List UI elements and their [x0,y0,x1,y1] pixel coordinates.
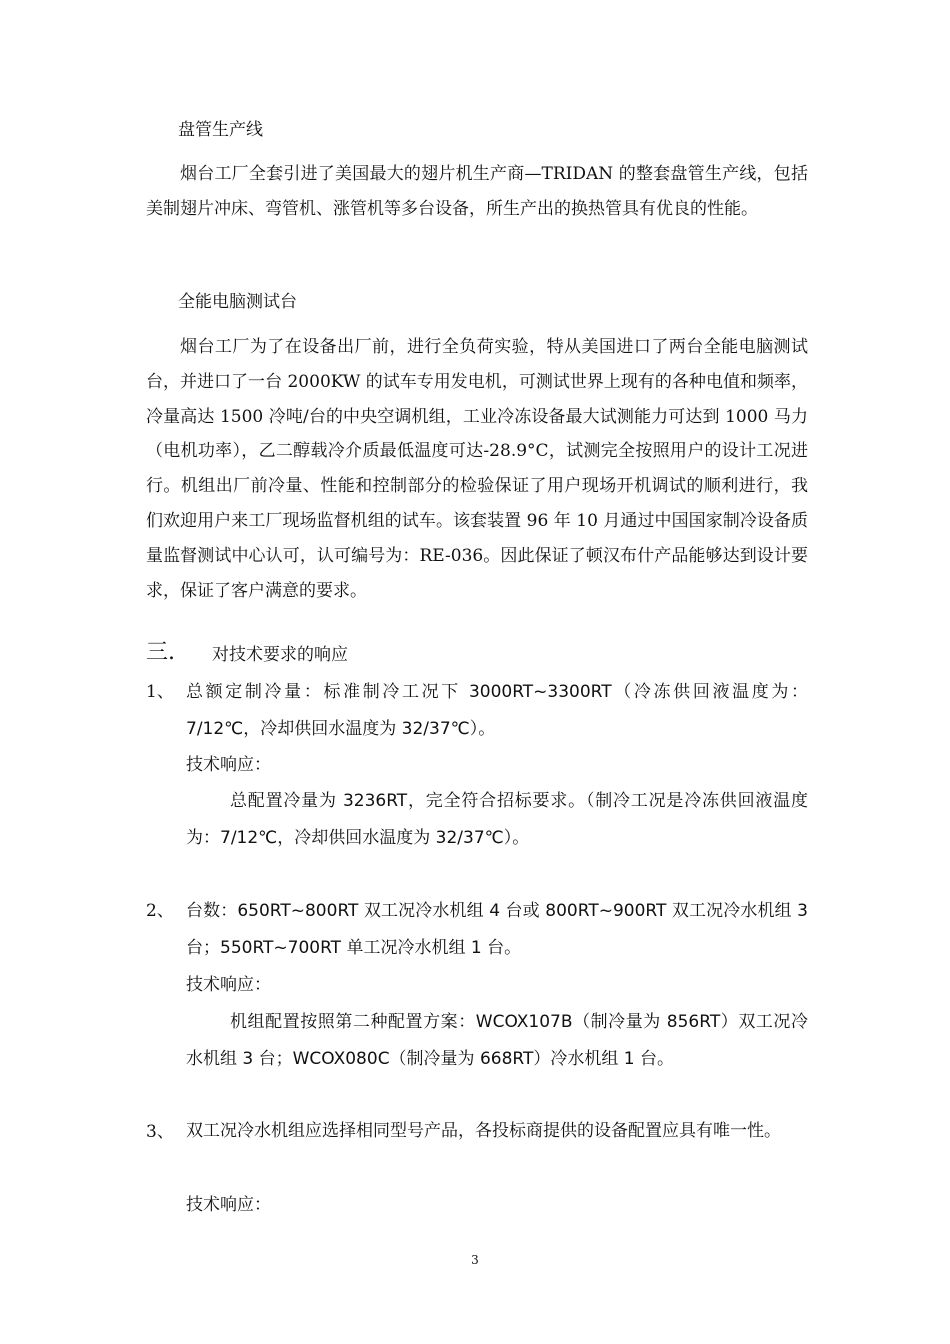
item-number: 3、 [146,1122,174,1142]
response-text: 总配置冷量为 3236RT，完全符合招标要求。（制冷工况是冷冻供回液温度为：7/12℃，冷却供回水温度为 32/37℃）。 [186,791,808,848]
item-requirement: 台数：650RT~800RT 双工况冷水机组 4 台或 800RT~900RT 双工况冷水机组 3 台；550RT~700RT 单工况冷水机组 1 台。 [186,901,808,958]
response-label: 技术响应： [186,975,271,995]
response-label: 技术响应： [186,1195,271,1215]
page-number: 3 [471,1253,479,1267]
section-title: 对技术要求的响应 [212,645,348,665]
coil-line-heading: 盘管生产线 [178,120,263,140]
item-requirement: 双工况冷水机组应选择相同型号产品，各投标商提供的设备配置应具有唯一性。 [186,1121,781,1141]
item-number: 2、 [146,901,174,921]
response-label: 技术响应： [186,755,271,775]
response-text: 机组配置按照第二种配置方案：WCOX107B（制冷量为 856RT）双工况冷水机组 3 台；WCOX080C（制冷量为 668RT）冷水机组 1 台。 [186,1012,808,1069]
item-number: 1、 [146,682,174,702]
test-bench-heading: 全能电脑测试台 [178,292,297,312]
coil-line-body: 烟台工厂全套引进了美国最大的翅片机生产商—TRIDAN 的整套盘管生产线，包括美制翅片冲床、弯管机、涨管机等多台设备，所生产出的换热管具有优良的性能。 [146,164,808,219]
section-number: 三. [146,640,175,665]
item-requirement: 总额定制冷量：标准制冷工况下 3000RT~3300RT（冷冻供回液温度为：7/12℃，冷却供回水温度为 32/37℃）。 [186,682,808,739]
test-bench-body: 烟台工厂为了在设备出厂前，进行全负荷实验，特从美国进口了两台全能电脑测试台，并进口了一台 2000KW 的试车专用发电机，可测试世界上现有的各种电值和频率，冷量高达 1500 冷吨/台的中央空调机组，工业冷冻设备最大试测能力可达到 1000 马力（电机功率），乙二醇载冷介质最低温度可达-28.9°C，试测完全按照用户的设计工况进行。机组出厂前冷量、性能和控制部分的检验保证了用户现场开机调试的顺利进行，我们欢迎用户来工厂现场监督机组的试车。该套装置 96 年 10 月通过中国国家制冷设备质量监督测试中心认可，认可编号为：RE-036。因此保证了顿汉布什产品能够达到设计要求，保证了客户满意的要求。 [146,337,808,601]
